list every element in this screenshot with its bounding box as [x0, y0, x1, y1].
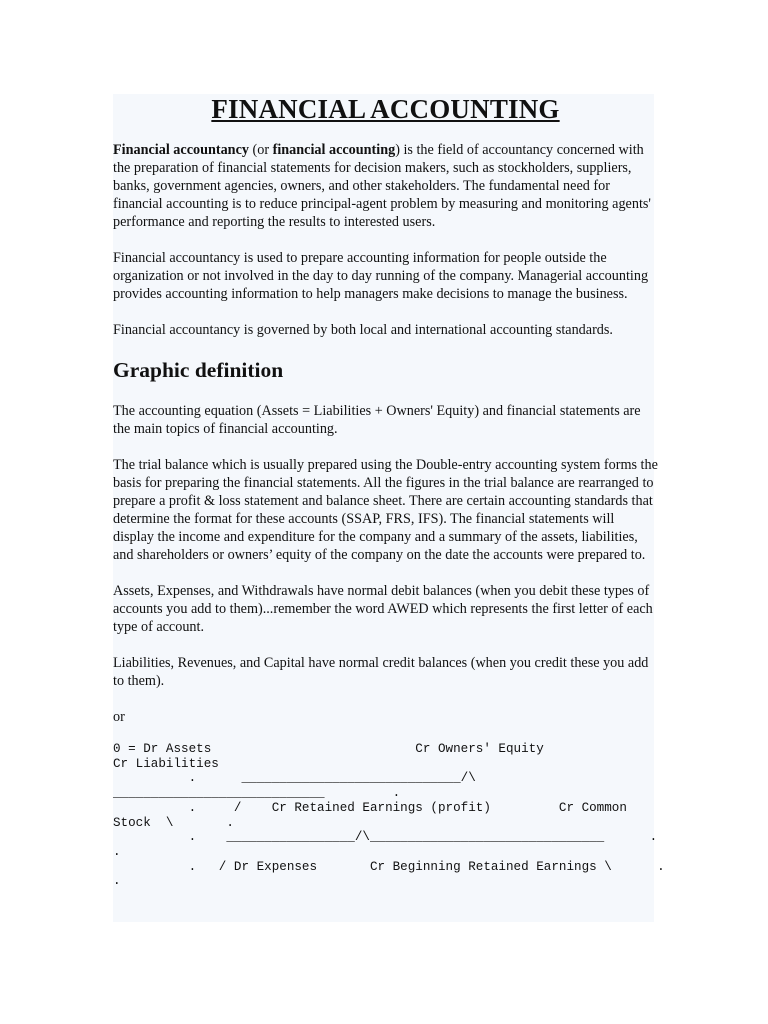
paragraph-credit-balances: Liabilities, Revenues, and Capital have normal credit balances (when you credit these you add to them).	[113, 655, 649, 689]
term-financial-accountancy: Financial accountancy	[113, 142, 249, 158]
intro-paren: (or	[248, 142, 273, 158]
paragraph-standards: Financial accountancy is governed by both local and international accounting standards.	[113, 322, 613, 338]
intro-rest: ) is the field of accountancy concerned with the preparation of financial statements for decision makers, such as stockholders, suppliers, banks, government agencies, owners, and other stakeholders. The fundamental need for financial accounting is to reduce principal-agent problem by measuring and monitoring agents' performance and reporting the results to interested users.	[113, 142, 651, 230]
diagram-line: .	[113, 874, 121, 889]
or-text: or	[113, 709, 125, 725]
accounting-diagram	[113, 742, 665, 889]
paragraph-trial-balance: The trial balance which is usually prepared using the Double-entry accounting system forms the basis for preparing the financial statements. All the figures in the trial balance are rearranged to prepare a profit & loss statement and balance sheet. There are certain accounting standards that determine the format for these accounts (SSAP, FRS, IFS). The financial statements will display the income and expenditure for the company and a summary of the assets, liabilities, and shareholders or owners’ equity of the company on the date the accounts were prepared to.	[113, 457, 658, 563]
paragraph-debit-balances: Assets, Expenses, and Withdrawals have normal debit balances (when you debit these types of accounts you add to them)...remember the word AWED which represents the first letter of each type of account.	[113, 583, 653, 635]
diagram-line: .	[113, 844, 121, 859]
intro-paragraph	[113, 141, 658, 231]
section-heading-graphic-definition: Graphic definition	[113, 358, 284, 382]
document-body	[113, 94, 665, 889]
diagram-line: Cr Liabilities	[113, 756, 219, 771]
page-title: FINANCIAL ACCOUNTING	[211, 94, 560, 124]
diagram-line: ____________________________ .	[113, 786, 401, 801]
diagram-line: . _____________________________/\	[113, 771, 476, 786]
paragraph-accounting-equation: The accounting equation (Assets = Liabilities + Owners' Equity) and financial statements are the main topics of financial accounting.	[113, 403, 641, 437]
paragraph-outside-users: Financial accountancy is used to prepare accounting information for people outside the organization or not involved in the day to day running of the company. Managerial accounting provides accounting information to help managers make decisions to manage the business.	[113, 250, 649, 302]
diagram-line: . / Dr Expenses Cr Beginning Retained Earnings \ .	[113, 859, 665, 874]
diagram-line: . / Cr Retained Earnings (profit) Cr Common	[113, 800, 627, 815]
diagram-line: . _________________/\_______________________________ .	[113, 830, 658, 845]
term-financial-accounting: financial accounting	[272, 142, 396, 158]
diagram-line: 0 = Dr Assets Cr Owners' Equity	[113, 742, 544, 756]
diagram-line: Stock \ .	[113, 815, 234, 830]
